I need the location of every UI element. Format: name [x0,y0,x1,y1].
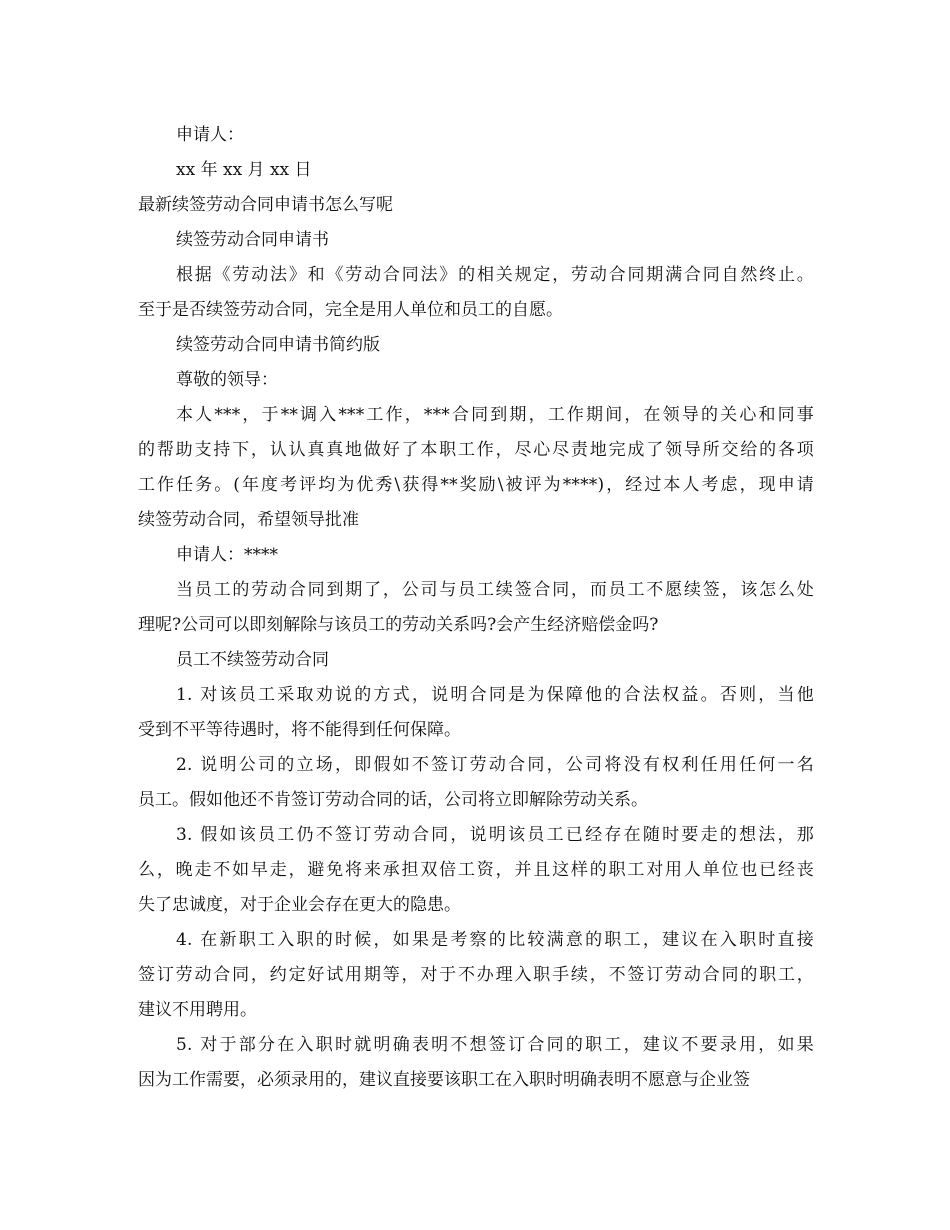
text-line: 续签劳动合同，希望领导批准 [138,510,359,530]
text-line: 最新续签劳动合同申请书怎么写呢 [138,195,393,215]
text-line: 至于是否续签劳动合同，完全是用人单位和员工的自愿。 [138,300,563,320]
text-line: 失了忠诚度，对于企业会存在更大的隐患。 [138,895,461,915]
text-line: 2. 说明公司的立场，即假如不签订劳动合同，公司将没有权利任用任何一名 [176,755,814,775]
paragraph [138,398,814,538]
paragraph [138,643,814,678]
text-line: 建议不用聘用。 [138,1000,257,1020]
text-line: 申请人：**** [176,545,278,565]
text-line: 员工。假如他还不肯签订劳动合同的话，公司将立即解除劳动关系。 [138,790,648,810]
text-line: 因为工作需要，必须录用的，建议直接要该职工在入职时明确表明不愿意与企业签 [138,1070,750,1090]
text-line: 1. 对该员工采取劝说的方式，说明合同是为保障他的合法权益。否则，当他 [176,685,814,705]
text-line: 当员工的劳动合同到期了，公司与员工续签合同，而员工不愿续签，该怎么处 [176,580,814,600]
paragraph [138,748,814,818]
text-line: 续签劳动合同申请书 [176,230,329,250]
text-line: 工作任务。(年度考评均为优秀\获得**奖励\被评为****)，经过本人考虑，现申请 [138,475,814,495]
text-line: 本人***，于**调入***工作，***合同到期，工作期间，在领导的关心和同事 [176,405,814,425]
text-line: 的帮助支持下，认认真真地做好了本职工作，尽心尽责地完成了领导所交给的各项 [138,440,814,460]
paragraph [138,153,814,188]
text-line: 受到不平等待遇时，将不能得到任何保障。 [138,720,461,740]
text-line: 员工不续签劳动合同 [176,650,329,670]
text-line: 申请人： [176,125,244,145]
paragraph [138,328,814,363]
paragraph [138,923,814,1028]
paragraph [138,573,814,643]
text-line: 理呢?公司可以即刻解除与该员工的劳动关系吗?会产生经济赔偿金吗? [138,615,659,635]
text-line: 续签劳动合同申请书简约版 [176,335,380,355]
text-line: 尊敬的领导： [176,370,278,390]
text-line: xx 年 xx 月 xx 日 [176,160,312,180]
paragraph [138,223,814,258]
paragraph [138,258,814,328]
paragraph [138,118,814,153]
paragraph [138,363,814,398]
paragraph [138,1028,814,1098]
paragraph [138,678,814,748]
paragraph [138,188,814,223]
text-line: 4. 在新职工入职的时候，如果是考察的比较满意的职工，建议在入职时直接 [176,930,814,950]
text-line: 3. 假如该员工仍不签订劳动合同，说明该员工已经存在随时要走的想法，那 [176,825,814,845]
text-line: 根据《劳动法》和《劳动合同法》的相关规定，劳动合同期满合同自然终止。 [176,265,814,285]
text-line: 签订劳动合同，约定好试用期等，对于不办理入职手续，不签订劳动合同的职工， [138,965,814,985]
text-line: 5. 对于部分在入职时就明确表明不想签订合同的职工，建议不要录用，如果 [176,1035,814,1055]
document-body [138,118,814,1098]
paragraph [138,818,814,923]
paragraph [138,538,814,573]
text-line: 么，晚走不如早走，避免将来承担双倍工资，并且这样的职工对用人单位也已经丧 [138,860,814,880]
